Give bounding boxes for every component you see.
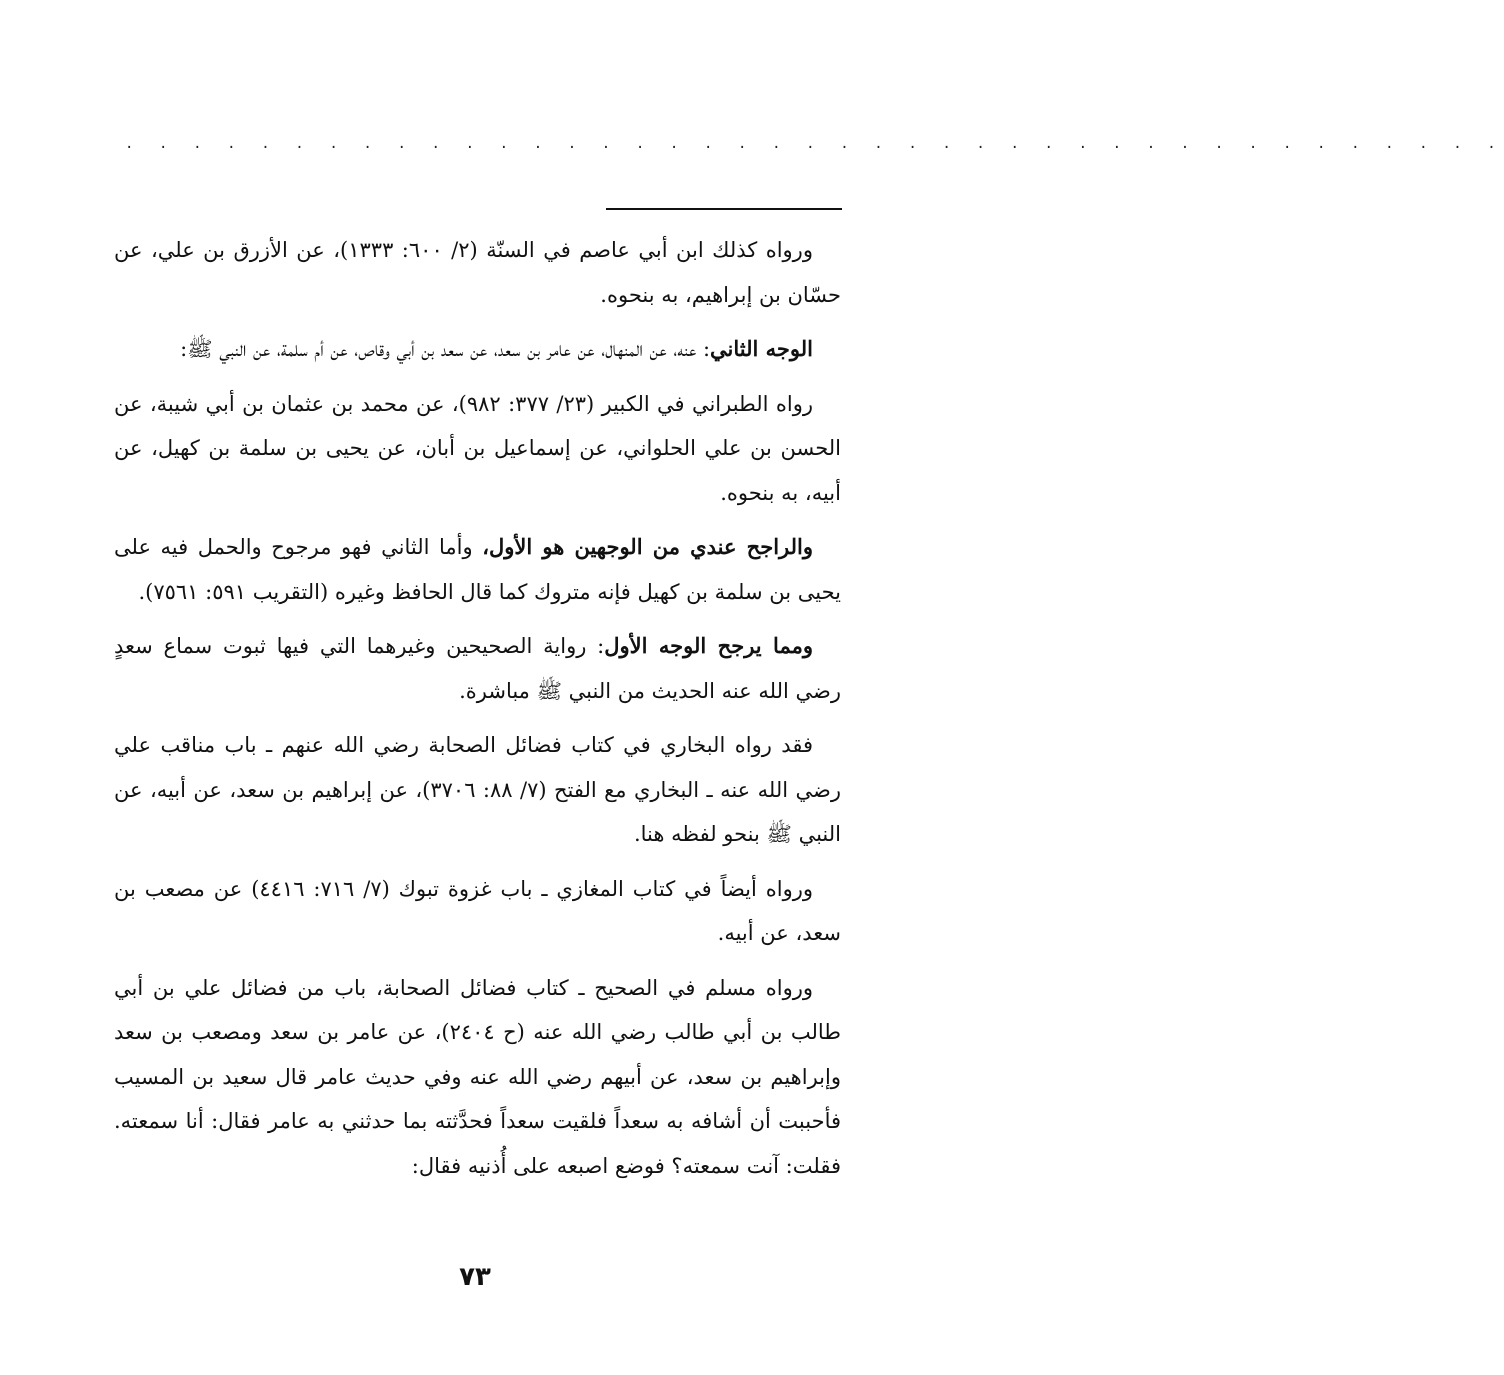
paragraph <box>114 723 841 857</box>
paragraph-text: فقد رواه البخاري في كتاب فضائل الصحابة رضي الله عنهم ـ باب مناقب علي رضي الله عنه ـ البخاري مع الفتح (٧/ ٨٨: ٣٧٠٦)، عن إبراهيم بن سعد، عن أبيه، عن النبي ﷺ بنحو لفظه هنا. <box>114 733 841 846</box>
paragraph-lead: ومما يرجح الوجه الأول <box>604 633 813 658</box>
footnote-rule <box>606 208 842 210</box>
top-dotted-separator: . . . . . . . . . . . . . . . . . . . . . . . . . . . . . . . . . . . . . . . . . <box>125 136 1504 152</box>
paragraph <box>114 525 841 614</box>
paragraph-text: ورواه كذلك ابن أبي عاصم في السنّة (٢/ ٦٠٠: ١٣٣٣)، عن الأزرق بن علي، عن حسّان بن إبراهيم، به بنحوه. <box>114 238 841 307</box>
paragraph <box>114 867 841 956</box>
paragraph <box>114 228 841 317</box>
paragraph <box>114 966 841 1189</box>
paragraph <box>114 382 841 516</box>
paragraph-lead: والراجح عندي من الوجهين هو الأول، <box>482 534 813 559</box>
paragraph-text: : عنه، عن المنهال، عن عامر بن سعد، عن سعد بن أبي وقاص، عن أم سلمة، عن النبي ﷺ: <box>180 337 711 361</box>
paragraph-lead: الوجه الثاني <box>710 336 813 361</box>
footnote-body <box>114 228 841 1198</box>
paragraph-text: ورواه أيضاً في كتاب المغازي ـ باب غزوة تبوك (٧/ ٧١٦: ٤٤١٦) عن مصعب بن سعد، عن أبيه. <box>114 876 841 945</box>
paragraph-text: : رواية الصحيحين وغيرهما التي فيها ثبوت سماع سعدٍ رضي الله عنه الحديث من النبي ﷺ مباشرة. <box>114 634 841 703</box>
paragraph-text: وأما الثاني فهو مرجوح والحمل فيه على يحيى بن سلمة بن كهيل فإنه متروك كما قال الحافظ وغيره (التقريب ٥٩١: ٧٥٦١). <box>114 535 841 604</box>
paragraph <box>114 624 841 713</box>
page-number: ٧٣ <box>459 1262 491 1292</box>
paragraph-text: رواه الطبراني في الكبير (٢٣/ ٣٧٧: ٩٨٢)، عن محمد بن عثمان بن أبي شيبة، عن الحسن بن علي الحلواني، عن إسماعيل بن أبان، عن يحيى بن سلمة بن كهيل، عن أبيه، به بنحوه. <box>114 391 841 505</box>
paragraph-text: ورواه مسلم في الصحيح ـ كتاب فضائل الصحابة، باب من فضائل علي بن أبي طالب بن أبي طالب رضي الله عنه (ح ٢٤٠٤)، عن عامر بن سعد ومصعب بن سعد وإبراهيم بن سعد، عن أبيهم رضي الله عنه وفي حديث عامر قال سعيد بن المسيب فأحببت أن أشافه به سعداً فلقيت سعداً فحدَّثته بما حدثني به عامر فقال: أنا سمعته. فقلت: آنت سمعته؟ فوضع اصبعه على أُذنيه فقال: <box>114 975 841 1178</box>
paragraph <box>114 327 841 372</box>
